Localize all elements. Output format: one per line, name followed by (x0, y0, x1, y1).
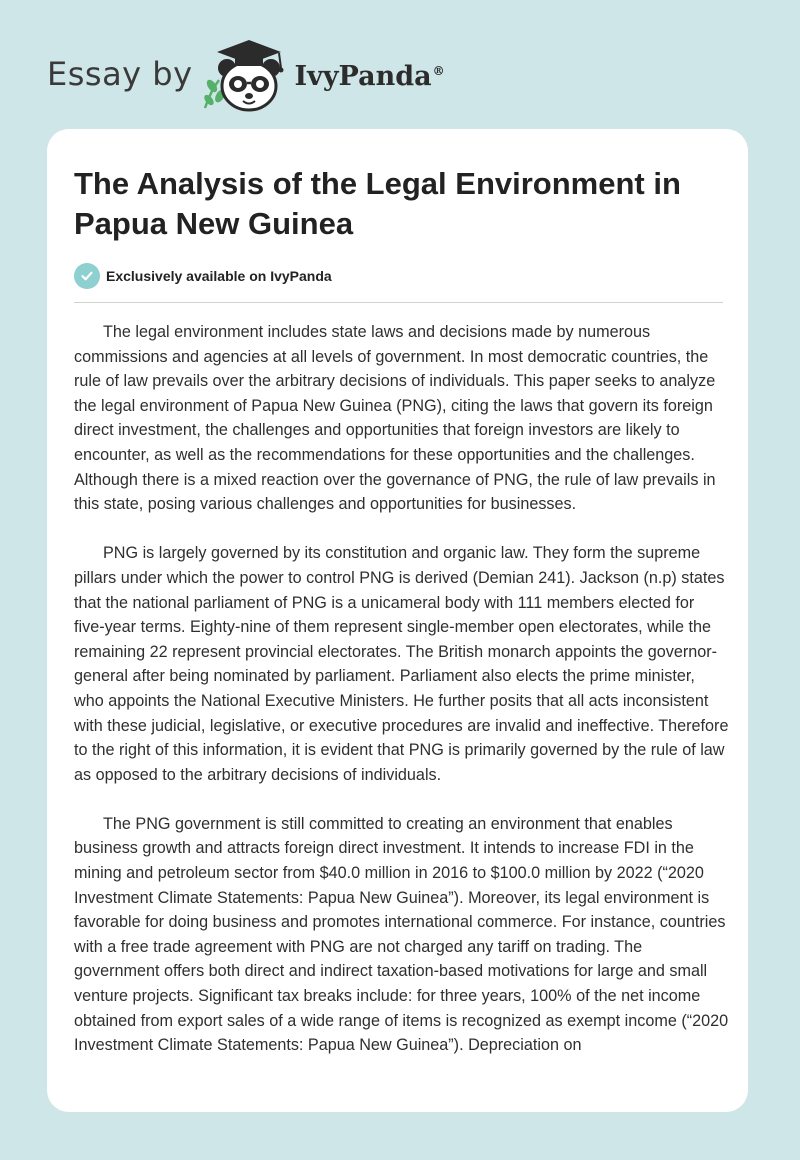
registered-mark: ® (432, 63, 445, 78)
site-brand[interactable] (47, 34, 445, 114)
exclusive-badge (74, 263, 332, 289)
badge-label: Exclusively available on IvyPanda (106, 268, 332, 284)
paragraph: PNG is largely governed by its constitution and organic law. They form the supreme pillars under which the power to control PNG is derived (Demian 241). Jackson (n.p) states that the national parliament of PNG is a unicameral body with 111 members elected for five-year terms. Eighty-nine of them represent single-member open electorates, while the remaining 22 represent provincial electorates. The British monarch appoints the governor-general after being nominated by parliament. Parliament also elects the prime minister, who appoints the National Executive Ministers. He further posits that all acts inconsistent with these judicial, legislative, or executive procedures are invalid and ineffective. Therefore to the right of this information, it is evident that PNG is primarily governed by the rule of law as opposed to the arbitrary decisions of individuals. (74, 544, 729, 784)
paragraph: The PNG government is still committed to creating an environment that enables business growth and attracts foreign direct investment. It intends to increase FDI in the mining and petroleum sector from $40.0 million in 2016 to $100.0 million by 2022 (“2020 Investment Climate Statements: Papua New Guinea”). Moreover, its legal environment is favorable for doing business and promotes international commerce. For instance, countries with a free trade agreement with PNG are not charged any tariff on trading. The government offers both direct and indirect taxation-based motivations for large and small venture projects. Significant tax breaks include: for three years, 100% of the net income obtained from export sales of a wide range of items is recognized as exempt income (“2020 Investment Climate Statements: Papua New Guinea”). Depreciation on (74, 814, 729, 1055)
check-circle-icon (74, 263, 100, 289)
panda-graduate-icon (201, 34, 293, 114)
brand-prefix: Essay by (47, 55, 193, 93)
paragraph: The legal environment includes state laws and decisions made by numerous commissions and agencies at all levels of government. In most democratic countries, the rule of law prevails over the arbitrary decisions of individuals. This paper seeks to analyze the legal environment of Papua New Guinea (PNG), citing the laws that govern its foreign direct investment, the challenges and opportunities that foreign investors are likely to encounter, as well as the recommendations for these opportunities and the challenges. Although there is a mixed reaction over the governance of PNG, the rule of law prevails in this state, posing various challenges and opportunities for businesses. (74, 323, 716, 514)
page-title: The Analysis of the Legal Environment in Papua New Guinea (74, 166, 681, 241)
essay-card (47, 129, 748, 1112)
brand-name: IvyPanda® (294, 60, 445, 92)
divider (74, 302, 723, 303)
essay-body (74, 320, 729, 1082)
